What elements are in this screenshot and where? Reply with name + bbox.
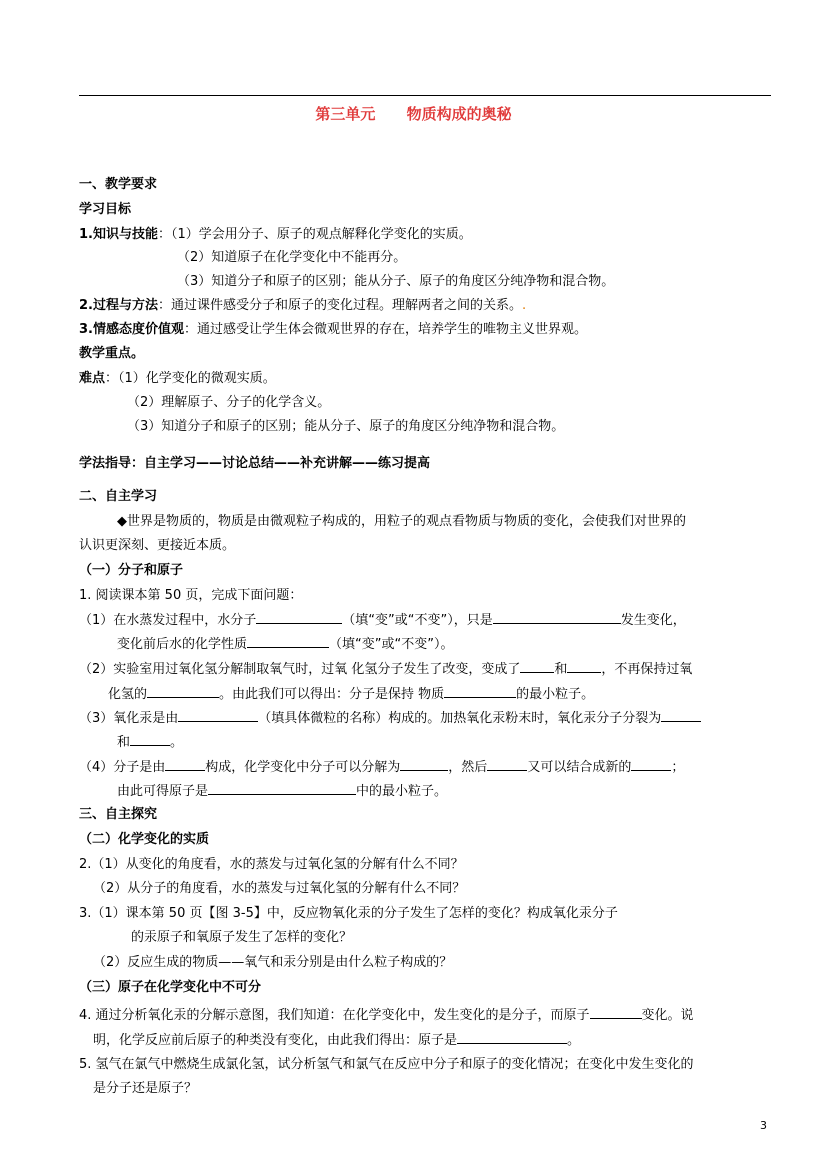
question-3-1-cont: 的汞原子和氧原子发生了怎样的变化？ (131, 930, 353, 945)
blank-field[interactable] (256, 611, 342, 624)
question-1-3-cont (117, 733, 183, 751)
q4-text-a: 4. 通过分析氧化汞的分解示意图，我们知道：在化学变化中，发生变化的是分子，而原子 (79, 1008, 590, 1023)
blank-field[interactable] (400, 758, 448, 771)
header-rule (79, 95, 771, 96)
emotion-value-line (79, 322, 587, 338)
subsection-atom-indivisible: （三）原子在化学变化中不可分 (79, 980, 262, 995)
q1-1-text-c: 发生变化， (620, 613, 686, 628)
q1-4-text-c: ，然后 (448, 760, 488, 775)
intro-line-1: ◆世界是物质的，物质是由微观粒子构成的，用粒子的观点看物质与物质的变化，会使我们对世界的 (117, 514, 686, 529)
emotion-value-label: 3.情感态度价值观 (79, 322, 184, 337)
q1-4-text-e: ； (671, 760, 685, 775)
question-1-2-cont (108, 685, 594, 703)
section-3-heading: 三、自主探究 (79, 807, 158, 822)
difficulty-2: （2）理解原子、分子的化学含义。 (127, 395, 331, 410)
blank-field[interactable] (247, 635, 329, 648)
blank-field[interactable] (147, 685, 219, 698)
question-1-4 (79, 758, 684, 776)
q1-1-text-e: （填“变”或“不变”）。 (329, 637, 454, 652)
knowledge-skill-line (79, 227, 472, 243)
q1-3-text-c: 和 (117, 735, 131, 750)
page-title: 第三单元 物质构成的奥秘 (315, 105, 512, 123)
q1-3-text-a: （3）氧化汞是由 (79, 711, 179, 726)
question-1-3 (79, 709, 701, 727)
blank-field[interactable] (590, 1006, 642, 1019)
orange-dot: . (522, 298, 527, 313)
q1-4-text-a: （4）分子是由 (79, 760, 166, 775)
process-method-line (79, 298, 526, 314)
process-method-label: 2.过程与方法 (79, 298, 158, 313)
process-method-text: ：通过课件感受分子和原子的变化过程。理解两者之间的关系。 (157, 298, 522, 313)
learning-method: 学法指导：自主学习——讨论总结——补充讲解——练习提高 (79, 456, 431, 471)
knowledge-skill-label: 1.知识与技能 (79, 227, 158, 242)
subsection-molecule-atom: （一）分子和原子 (79, 563, 184, 578)
difficulty-3: （3）知道分子和原子的区别；能从分子、原子的角度区分纯净物和混合物。 (127, 419, 565, 434)
difficulty-label: 难点 (79, 371, 106, 386)
difficulty-line-1 (79, 371, 276, 387)
knowledge-skill-2: （2）知道原子在化学变化中不能再分。 (177, 250, 407, 265)
q4-text-b: 变化。说 (641, 1008, 694, 1023)
q1-2-text-c: ，不再保持过氧 (601, 662, 693, 677)
blank-field[interactable] (520, 660, 554, 673)
question-3-1: 3.（1）课本第 50 页【图 3-5】中，反应物氧化汞的分子发生了怎样的变化？构成氧化汞分子 (79, 906, 618, 921)
teaching-focus-heading: 教学重点。 (79, 346, 145, 361)
blank-field[interactable] (208, 782, 356, 795)
learning-goals-heading: 学习目标 (79, 202, 132, 217)
blank-field[interactable] (493, 611, 621, 624)
question-4 (79, 1006, 694, 1024)
question-1-4-cont (117, 782, 447, 800)
section-1-heading: 一、教学要求 (79, 177, 158, 192)
question-1-1 (79, 611, 686, 629)
q4-text-d: 。 (567, 1033, 581, 1048)
intro-line-2: 认识更深刻、更接近本质。 (79, 538, 236, 553)
q1-4-text-d: 又可以结合成新的 (527, 760, 632, 775)
page-number: 3 (760, 1119, 767, 1132)
question-1-2 (79, 660, 692, 678)
q1-2-text-d: 化氢的 (108, 687, 148, 702)
q1-1-text-d: 变化前后水的化学性质 (117, 637, 248, 652)
question-3-2: （2）反应生成的物质——氧气和汞分别是由什么粒子构成的？ (93, 955, 453, 970)
blank-field[interactable] (567, 660, 601, 673)
blank-field[interactable] (487, 758, 527, 771)
question-1: 1. 阅读课本第 50 页，完成下面问题： (79, 588, 303, 603)
emotion-value-text: ：通过感受让学生体会微观世界的存在，培养学生的唯物主义世界观。 (183, 322, 587, 337)
question-2-1: 2.（1）从变化的角度看，水的蒸发与过氧化氢的分解有什么不同？ (79, 857, 464, 872)
q1-2-text-a: （2）实验室用过氧化氢分解制取氧气时，过氧 化氢分子发生了改变，变成了 (79, 662, 521, 677)
knowledge-skill-1: （1）学会用分子、原子的观点解释化学变化的实质。 (171, 227, 472, 242)
q4-text-c: 明，化学反应前后原子的种类没有变化，由此我们得出：原子是 (93, 1033, 458, 1048)
blank-field[interactable] (457, 1031, 567, 1044)
blank-field[interactable] (130, 733, 170, 746)
q1-2-text-b: 和 (554, 662, 568, 677)
question-1-1-cont (117, 635, 453, 653)
q1-2-text-e: 。由此我们可以得出：分子是保持 物质 (219, 687, 445, 702)
question-4-cont (93, 1031, 580, 1049)
question-5-cont: 是分子还是原子？ (93, 1081, 198, 1096)
knowledge-skill-colon: ： (157, 227, 171, 242)
blank-field[interactable] (631, 758, 671, 771)
q1-3-text-d: 。 (170, 735, 184, 750)
question-2-2: （2）从分子的角度看，水的蒸发与过氧化氢的分解有什么不同？ (93, 881, 466, 896)
q1-2-text-f: 的最小粒子。 (516, 687, 595, 702)
blank-field[interactable] (661, 709, 701, 722)
q1-1-text-a: （1）在水蒸发过程中，水分子 (79, 613, 257, 628)
blank-field[interactable] (178, 709, 258, 722)
blank-field[interactable] (444, 685, 516, 698)
q1-4-text-g: 中的最小粒子。 (356, 784, 448, 799)
knowledge-skill-3: （3）知道分子和原子的区别；能从分子、原子的角度区分纯净物和混合物。 (177, 274, 615, 289)
subsection-chemical-change: （二）化学变化的实质 (79, 832, 210, 847)
blank-field[interactable] (165, 758, 205, 771)
section-2-heading: 二、自主学习 (79, 489, 158, 504)
q1-1-text-b: （填“变”或“不变”），只是 (342, 613, 493, 628)
q1-3-text-b: （填具体微粒的名称）构成的。加热氧化汞粉末时，氧化汞分子分裂为 (258, 711, 662, 726)
difficulty-1: ：（1）化学变化的微观实质。 (105, 371, 276, 386)
q1-4-text-f: 由此可得原子是 (117, 784, 209, 799)
q1-4-text-b: 构成，化学变化中分子可以分解为 (205, 760, 401, 775)
question-5: 5. 氢气在氯气中燃烧生成氯化氢，试分析氢气和氯气在反应中分子和原子的变化情况；在变化中发生变化的 (79, 1057, 694, 1072)
